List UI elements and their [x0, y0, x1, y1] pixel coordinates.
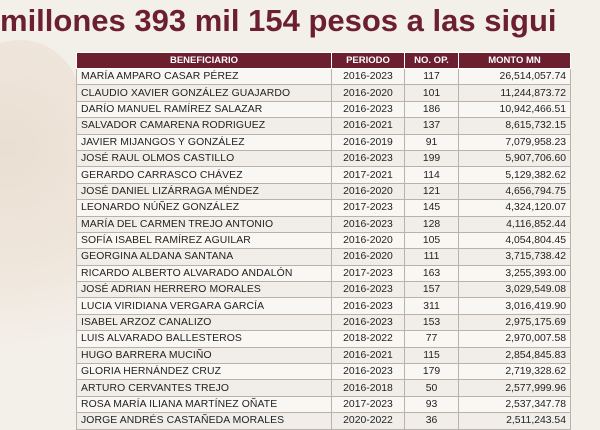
cell-beneficiario: HUGO BARRERA MUCIÑO [77, 347, 332, 363]
cell-monto: 4,324,120.07 [459, 200, 571, 216]
cell-beneficiario: GLORIA HERNÁNDEZ CRUZ [77, 364, 332, 380]
beneficiaries-table-container [76, 52, 570, 427]
cell-beneficiario: JOSÉ ADRIAN HERRERO MORALES [77, 282, 332, 298]
cell-periodo: 2016-2023 [332, 282, 405, 298]
cell-no-op: 101 [405, 85, 459, 101]
table-row [77, 134, 571, 150]
cell-no-op: 77 [405, 331, 459, 347]
cell-monto: 2,975,175.69 [459, 314, 571, 330]
cell-beneficiario: SOFÍA ISABEL RAMÍREZ AGUILAR [77, 232, 332, 248]
cell-monto: 4,054,804.45 [459, 232, 571, 248]
cell-no-op: 186 [405, 101, 459, 117]
table-row [77, 216, 571, 232]
cell-no-op: 137 [405, 118, 459, 134]
cell-monto: 7,079,958.23 [459, 134, 571, 150]
cell-periodo: 2017-2023 [332, 200, 405, 216]
cell-monto: 3,029,549.08 [459, 282, 571, 298]
cell-periodo: 2016-2023 [332, 101, 405, 117]
cell-beneficiario: CLAUDIO XAVIER GONZÁLEZ GUAJARDO [77, 85, 332, 101]
headline: millones 393 mil 154 pesos a las sigui [0, 3, 557, 38]
cell-periodo: 2016-2020 [332, 232, 405, 248]
cell-beneficiario: GEORGINA ALDANA SANTANA [77, 249, 332, 265]
cell-periodo: 2016-2021 [332, 347, 405, 363]
cell-no-op: 145 [405, 200, 459, 216]
table-row [77, 380, 571, 396]
cell-no-op: 91 [405, 134, 459, 150]
cell-no-op: 163 [405, 265, 459, 281]
cell-periodo: 2016-2023 [332, 364, 405, 380]
header-monto: MONTO MN [459, 53, 571, 69]
cell-beneficiario: ISABEL ARZOZ CANALIZO [77, 314, 332, 330]
cell-beneficiario: ROSA MARÍA ILIANA MARTÍNEZ OÑATE [77, 396, 332, 412]
cell-monto: 8,615,732.15 [459, 118, 571, 134]
cell-beneficiario: GERARDO CARRASCO CHÁVEZ [77, 167, 332, 183]
cell-beneficiario: LUIS ALVARADO BALLESTEROS [77, 331, 332, 347]
cell-monto: 3,255,393.00 [459, 265, 571, 281]
cell-monto: 2,537,347.78 [459, 396, 571, 412]
cell-no-op: 121 [405, 183, 459, 199]
table-row [77, 364, 571, 380]
cell-beneficiario: ARTURO CERVANTES TREJO [77, 380, 332, 396]
cell-periodo: 2016-2023 [332, 216, 405, 232]
cell-beneficiario: JOSÉ DANIEL LIZÁRRAGA MÉNDEZ [77, 183, 332, 199]
table-row [77, 282, 571, 298]
table-row [77, 150, 571, 166]
cell-no-op: 93 [405, 396, 459, 412]
table-row [77, 183, 571, 199]
cell-monto: 3,715,738.42 [459, 249, 571, 265]
table-row [77, 232, 571, 248]
cell-no-op: 114 [405, 167, 459, 183]
table-row [77, 101, 571, 117]
cell-no-op: 111 [405, 249, 459, 265]
cell-beneficiario: JOSÉ RAUL OLMOS CASTILLO [77, 150, 332, 166]
cell-beneficiario: LEONARDO NÚÑEZ GONZÁLEZ [77, 200, 332, 216]
cell-periodo: 2016-2023 [332, 298, 405, 314]
table-row [77, 200, 571, 216]
cell-periodo: 2016-2020 [332, 249, 405, 265]
cell-monto: 2,719,328.62 [459, 364, 571, 380]
cell-monto: 10,942,466.51 [459, 101, 571, 117]
cell-no-op: 179 [405, 364, 459, 380]
cell-periodo: 2016-2018 [332, 380, 405, 396]
table-row [77, 314, 571, 330]
header-beneficiario: BENEFICIARIO [77, 53, 332, 69]
header-periodo: PERIODO [332, 53, 405, 69]
cell-periodo: 2016-2023 [332, 69, 405, 85]
cell-no-op: 50 [405, 380, 459, 396]
cell-beneficiario: JAVIER MIJANGOS Y GONZÁLEZ [77, 134, 332, 150]
cell-monto: 26,514,057.74 [459, 69, 571, 85]
table-row [77, 347, 571, 363]
table-row [77, 85, 571, 101]
cell-monto: 2,970,007.58 [459, 331, 571, 347]
beneficiaries-table [76, 52, 571, 430]
cell-no-op: 199 [405, 150, 459, 166]
cell-no-op: 157 [405, 282, 459, 298]
table-row [77, 331, 571, 347]
cell-monto: 11,244,873.72 [459, 85, 571, 101]
cell-beneficiario: RICARDO ALBERTO ALVARADO ANDALÓN [77, 265, 332, 281]
cell-beneficiario: MARÍA AMPARO CASAR PÉREZ [77, 69, 332, 85]
background-ornament [0, 40, 80, 400]
cell-periodo: 2016-2023 [332, 314, 405, 330]
cell-monto: 3,016,419.90 [459, 298, 571, 314]
cell-monto: 2,511,243.54 [459, 413, 571, 429]
cell-no-op: 115 [405, 347, 459, 363]
cell-beneficiario: DARÍO MANUEL RAMÍREZ SALAZAR [77, 101, 332, 117]
table-row [77, 396, 571, 412]
header-no-op: NO. OP. [405, 53, 459, 69]
cell-no-op: 128 [405, 216, 459, 232]
cell-periodo: 2016-2020 [332, 85, 405, 101]
table-row [77, 167, 571, 183]
cell-no-op: 311 [405, 298, 459, 314]
cell-beneficiario: JORGE ANDRÉS CASTAÑEDA MORALES [77, 413, 332, 429]
cell-monto: 4,656,794.75 [459, 183, 571, 199]
cell-beneficiario: LUCIA VIRIDIANA VERGARA GARCÍA [77, 298, 332, 314]
table-header-row [77, 53, 571, 69]
cell-no-op: 105 [405, 232, 459, 248]
table-row [77, 118, 571, 134]
cell-monto: 2,577,999.96 [459, 380, 571, 396]
table-row [77, 413, 571, 429]
cell-periodo: 2016-2023 [332, 150, 405, 166]
cell-periodo: 2017-2023 [332, 396, 405, 412]
cell-periodo: 2016-2020 [332, 183, 405, 199]
cell-no-op: 117 [405, 69, 459, 85]
cell-periodo: 2016-2019 [332, 134, 405, 150]
cell-monto: 4,116,852.44 [459, 216, 571, 232]
cell-periodo: 2017-2023 [332, 265, 405, 281]
cell-monto: 5,907,706.60 [459, 150, 571, 166]
table-row [77, 298, 571, 314]
table-row [77, 249, 571, 265]
cell-beneficiario: MARÍA DEL CARMEN TREJO ANTONIO [77, 216, 332, 232]
cell-beneficiario: SALVADOR CAMARENA RODRIGUEZ [77, 118, 332, 134]
table-row [77, 69, 571, 85]
cell-periodo: 2016-2021 [332, 118, 405, 134]
table-row [77, 265, 571, 281]
cell-monto: 2,854,845.83 [459, 347, 571, 363]
cell-no-op: 153 [405, 314, 459, 330]
cell-monto: 5,129,382.62 [459, 167, 571, 183]
cell-no-op: 36 [405, 413, 459, 429]
cell-periodo: 2017-2021 [332, 167, 405, 183]
cell-periodo: 2020-2022 [332, 413, 405, 429]
cell-periodo: 2018-2022 [332, 331, 405, 347]
